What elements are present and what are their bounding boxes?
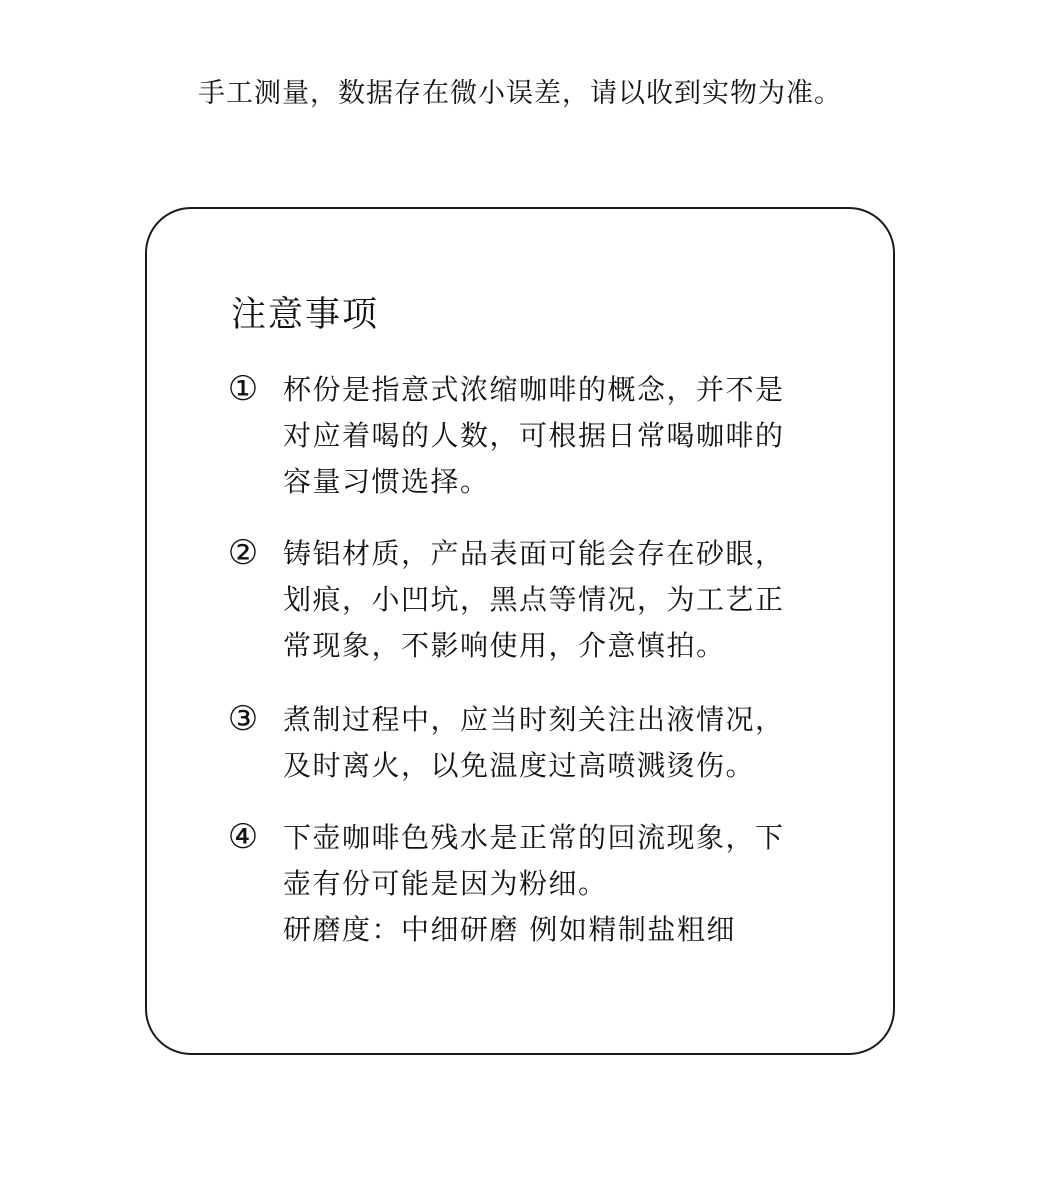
notice-card: [145, 207, 895, 1055]
item-text-3: 煮制过程中，应当时刻关注出液情况， 及时离火，以免温度过高喷溅烫伤。: [283, 703, 785, 782]
item-number-3: ③: [227, 699, 259, 739]
notice-title: 注意事项: [231, 295, 380, 335]
item-number-4: ④: [227, 817, 259, 857]
item-number-2: ②: [227, 533, 259, 573]
measurement-disclaimer: 手工测量，数据存在微小误差，请以收到实物为准。: [198, 78, 842, 109]
item-number-1: ①: [227, 369, 259, 409]
item-text-2: 铸铝材质，产品表面可能会存在砂眼， 划痕，小凹坑，黑点等情况，为工艺正 常现象，不影响使用，介意慎拍。: [283, 537, 785, 662]
item-text-1: 杯份是指意式浓缩咖啡的概念，并不是 对应着喝的人数，可根据日常喝咖啡的 容量习惯选择。: [283, 373, 785, 498]
item-text-4: 下壶咖啡色残水是正常的回流现象，下 壶有份可能是因为粉细。 研磨度：中细研磨 例如精制盐粗细: [283, 821, 785, 946]
